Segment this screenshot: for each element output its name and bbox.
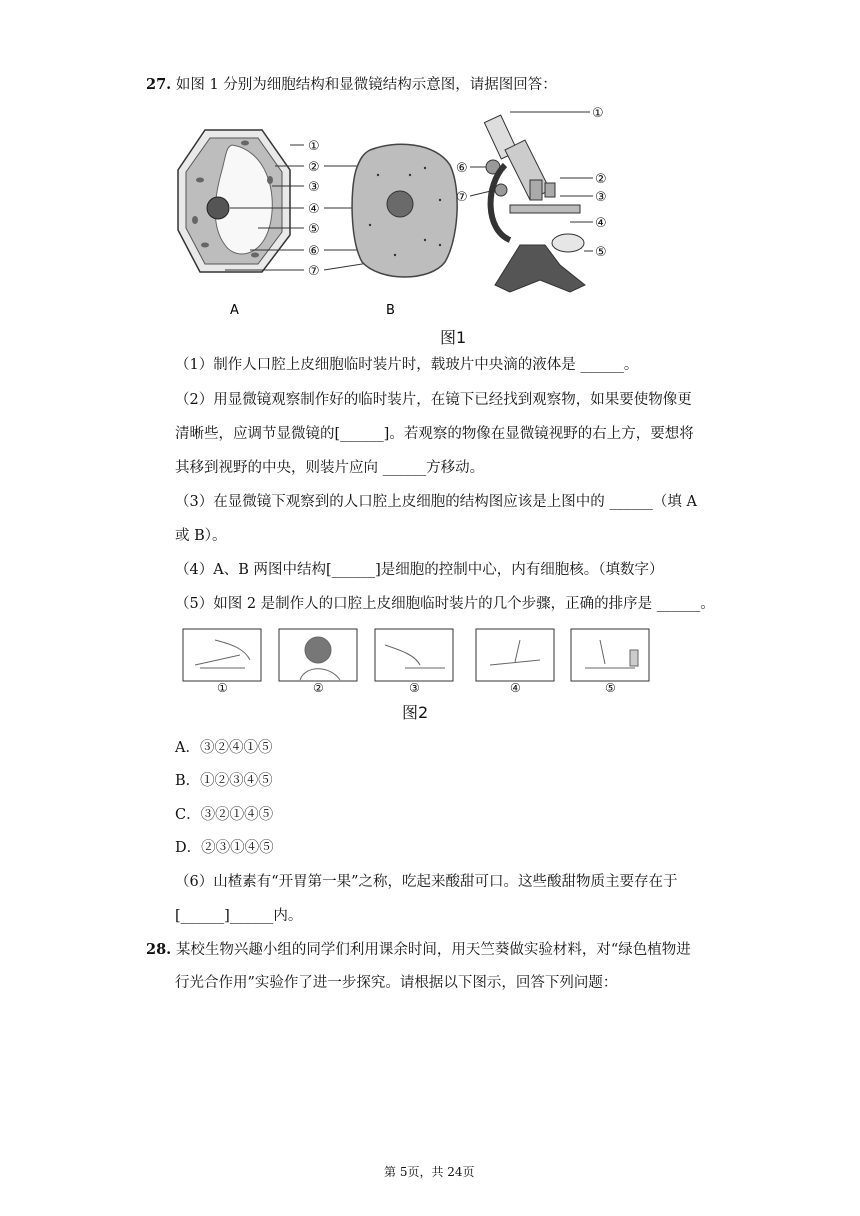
question-text: 某校生物兴趣小组的同学们利用课余时间，用天竺葵做实验材料，对“绿色植物进 <box>175 942 691 958</box>
fig2-step-4: ④ <box>510 681 521 695</box>
fig2-step-5: ⑤ <box>605 681 616 695</box>
microscope <box>470 112 593 292</box>
sub-question-4: （4）A、B 两图中结构[______]是细胞的控制中心，内有细胞核。（填数字） <box>175 562 664 578</box>
fig2-step-2: ② <box>313 681 324 695</box>
cell-a-mark-2: ② <box>308 160 320 175</box>
fig2-step-3: ③ <box>409 681 420 695</box>
figure-2 <box>0 625 860 695</box>
question-27-stem <box>146 75 557 95</box>
cell-label-a: A <box>230 303 239 318</box>
sub-question-3-line-1: （3）在显微镜下观察到的人口腔上皮细胞的结构图应该是上图中的 ______（填 A <box>175 494 697 510</box>
microscope-mark-4: ④ <box>595 216 607 231</box>
cell-a-mark-5: ⑤ <box>308 222 320 237</box>
cell-a-mark-4: ④ <box>308 202 320 217</box>
option-c[interactable]: C．③②①④⑤ <box>175 807 274 823</box>
figure-1 <box>0 100 860 340</box>
microscope-mark-2: ② <box>595 172 607 187</box>
question-text: 如图 1 分别为细胞结构和显微镜结构示意图，请据图回答： <box>175 77 557 93</box>
option-a[interactable]: A．③②④①⑤ <box>175 740 273 756</box>
microscope-mark-6: ⑥ <box>456 161 468 176</box>
sub-question-3-line-2: 或 B）。 <box>175 528 227 544</box>
cell-a-mark-3: ③ <box>308 180 320 195</box>
option-d[interactable]: D．②③①④⑤ <box>175 840 274 856</box>
page-footer: 第 5页，共 24页 <box>384 1165 475 1179</box>
fig2-step-1: ① <box>217 681 228 695</box>
sub-question-1: （1）制作人口腔上皮细胞临时装片时，载玻片中央滴的液体是 ______。 <box>175 357 639 373</box>
microscope-mark-3: ③ <box>595 190 607 205</box>
question-number: 27. <box>146 76 172 93</box>
figure-2-caption: 图2 <box>402 703 429 722</box>
animal-cell-b <box>324 144 457 277</box>
microscope-mark-1: ① <box>592 106 604 121</box>
cell-a-mark-6: ⑥ <box>308 244 320 259</box>
plant-cell-a <box>178 130 304 272</box>
sub-question-2-line-3: 其移到视野的中央，则装片应向 ______方移动。 <box>175 460 485 476</box>
figure-1-caption: 图1 <box>440 328 467 347</box>
microscope-mark-7: ⑦ <box>456 190 468 205</box>
sub-question-6-line-2: [______]______内。 <box>175 908 303 924</box>
question-28-line-1 <box>146 940 691 960</box>
sub-question-2-line-1: （2）用显微镜观察制作好的临时装片，在镜下已经找到观察物，如果要使物像更 <box>175 392 692 408</box>
question-28-line-2: 行光合作用”实验作了进一步探究。请根据以下图示，回答下列问题： <box>175 975 618 991</box>
option-b[interactable]: B．①②③④⑤ <box>175 773 273 789</box>
microscope-mark-5: ⑤ <box>595 245 607 260</box>
cell-a-mark-7: ⑦ <box>308 264 320 279</box>
question-number: 28. <box>146 941 172 958</box>
cell-a-mark-1: ① <box>308 139 320 154</box>
sub-question-6-line-1: （6）山楂素有“开胃第一果”之称，吃起来酸甜可口。这些酸甜物质主要存在于 <box>175 874 678 890</box>
sub-question-2-line-2: 清晰些，应调节显微镜的[______]。若观察的物像在显微镜视野的右上方，要想将 <box>175 426 694 442</box>
cell-label-b: B <box>386 303 395 318</box>
sub-question-5: （5）如图 2 是制作人的口腔上皮细胞临时装片的几个步骤，正确的排序是 ______。 <box>175 596 715 612</box>
